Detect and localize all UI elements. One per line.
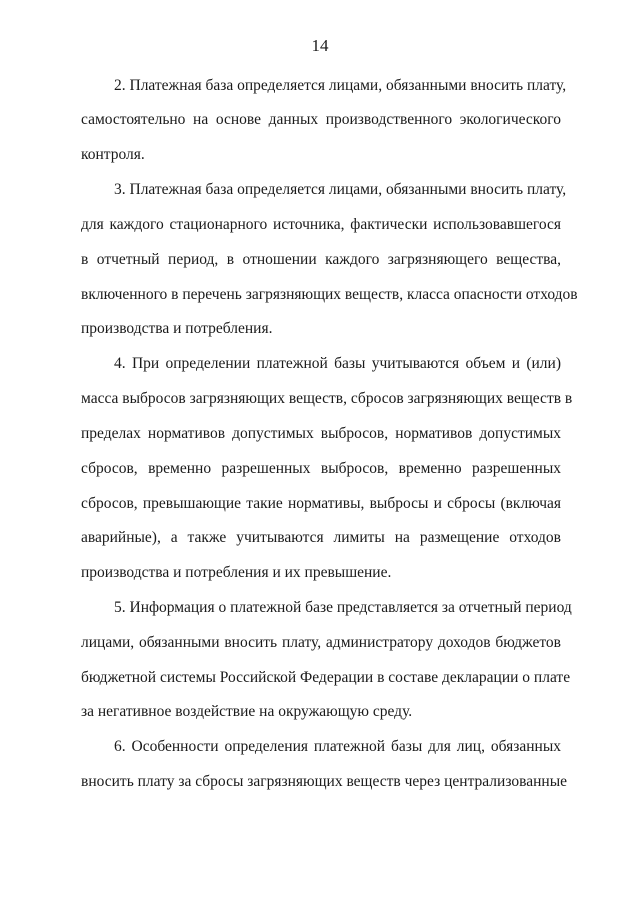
text-line: 4. При определении платежной базы учитываются объем и (или) (114, 355, 561, 372)
text-line: контроля. (81, 146, 145, 163)
text-line: производства и потребления. (81, 320, 273, 337)
text-line: в отчетный период, в отношении каждого загрязняющего вещества, (81, 251, 561, 268)
text-line: масса выбросов загрязняющих веществ, сбросов загрязняющих веществ в (81, 390, 573, 407)
text-line: производства и потребления и их превышение. (81, 564, 392, 581)
page-number: 14 (311, 36, 329, 55)
text-line: сбросов, превышающие такие нормативы, выбросы и сбросы (включая (81, 495, 561, 512)
text-line: для каждого стационарного источника, фактически использовавшегося (81, 216, 561, 233)
text-line: сбросов, временно разрешенных выбросов, временно разрешенных (81, 460, 561, 477)
text-line: 6. Особенности определения платежной базы для лиц, обязанных (114, 738, 561, 755)
text-line: бюджетной системы Российской Федерации в составе декларации о плате (81, 669, 571, 686)
text-line: 2. Платежная база определяется лицами, обязанными вносить плату, (114, 77, 567, 94)
text-line: пределах нормативов допустимых выбросов, нормативов допустимых (81, 425, 561, 442)
text-line: лицами, обязанными вносить плату, администратору доходов бюджетов (81, 634, 561, 651)
text-line: 3. Платежная база определяется лицами, обязанными вносить плату, (114, 181, 567, 198)
text-line: включенного в перечень загрязняющих веществ, класса опасности отходов (81, 286, 578, 303)
text-line: самостоятельно на основе данных производственного экологического (81, 111, 561, 128)
text-line: аварийные), а также учитываются лимиты на размещение отходов (81, 529, 561, 546)
text-line: за негативное воздействие на окружающую среду. (81, 703, 413, 720)
text-line: вносить плату за сбросы загрязняющих веществ через централизованные (81, 773, 567, 790)
text-line: 5. Информация о платежной базе представляется за отчетный период (114, 599, 572, 616)
